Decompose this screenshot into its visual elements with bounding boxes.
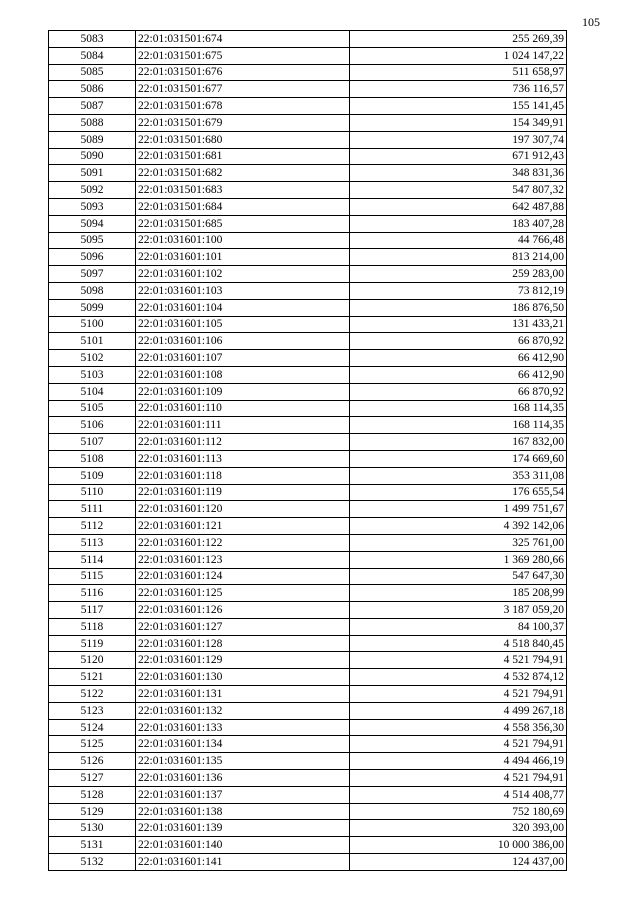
row-number-cell: 5105 [49,400,136,417]
row-number-cell: 5127 [49,770,136,787]
table-row [49,770,567,787]
cadastral-value-cell: 752 180,69 [350,803,567,820]
cadastral-value-cell: 66 412,90 [350,350,567,367]
row-number-cell: 5119 [49,635,136,652]
cadastral-number-cell: 22:01:031601:106 [136,333,350,350]
cadastral-value-cell: 3 187 059,20 [350,602,567,619]
row-number-cell: 5085 [49,64,136,81]
row-number-cell: 5100 [49,316,136,333]
cadastral-number-cell: 22:01:031601:100 [136,232,350,249]
cadastral-number-cell: 22:01:031601:135 [136,753,350,770]
row-number-cell: 5097 [49,266,136,283]
cadastral-value-cell: 66 412,90 [350,366,567,383]
cadastral-value-cell: 174 669,60 [350,450,567,467]
row-number-cell: 5094 [49,215,136,232]
table-row [49,198,567,215]
cadastral-value-cell: 736 116,57 [350,81,567,98]
cadastral-number-cell: 22:01:031601:141 [136,854,350,871]
cadastral-number-cell: 22:01:031601:139 [136,820,350,837]
cadastral-number-cell: 22:01:031601:105 [136,316,350,333]
cadastral-value-cell: 44 766,48 [350,232,567,249]
cadastral-value-cell: 197 307,74 [350,131,567,148]
cadastral-number-cell: 22:01:031601:125 [136,585,350,602]
row-number-cell: 5121 [49,669,136,686]
cadastral-number-cell: 22:01:031601:119 [136,484,350,501]
cadastral-number-cell: 22:01:031601:118 [136,467,350,484]
cadastral-number-cell: 22:01:031601:122 [136,534,350,551]
table-row [49,635,567,652]
row-number-cell: 5128 [49,786,136,803]
cadastral-number-cell: 22:01:031601:112 [136,434,350,451]
row-number-cell: 5088 [49,114,136,131]
table-row [49,518,567,535]
cadastral-value-cell: 4 521 794,91 [350,736,567,753]
row-number-cell: 5104 [49,383,136,400]
cadastral-number-cell: 22:01:031501:685 [136,215,350,232]
cadastral-value-cell: 4 392 142,06 [350,518,567,535]
cadastral-number-cell: 22:01:031601:131 [136,686,350,703]
table-row [49,652,567,669]
cadastral-value-cell: 73 812,19 [350,282,567,299]
cadastral-number-cell: 22:01:031601:128 [136,635,350,652]
cadastral-number-cell: 22:01:031501:683 [136,182,350,199]
cadastral-number-cell: 22:01:031601:108 [136,366,350,383]
cadastral-value-cell: 547 807,32 [350,182,567,199]
table-row [49,266,567,283]
cadastral-number-cell: 22:01:031601:113 [136,450,350,467]
cadastral-value-cell: 10 000 386,00 [350,837,567,854]
cadastral-value-cell: 353 311,08 [350,467,567,484]
cadastral-number-cell: 22:01:031601:103 [136,282,350,299]
table-row [49,854,567,871]
row-number-cell: 5116 [49,585,136,602]
cadastral-value-cell: 348 831,36 [350,165,567,182]
cadastral-value-cell: 325 761,00 [350,534,567,551]
cadastral-number-cell: 22:01:031601:101 [136,249,350,266]
row-number-cell: 5101 [49,333,136,350]
cadastral-number-cell: 22:01:031601:138 [136,803,350,820]
row-number-cell: 5108 [49,450,136,467]
row-number-cell: 5115 [49,568,136,585]
cadastral-value-cell: 154 349,91 [350,114,567,131]
row-number-cell: 5098 [49,282,136,299]
cadastral-value-cell: 185 208,99 [350,585,567,602]
table-row [49,131,567,148]
table-row [49,31,567,48]
row-number-cell: 5091 [49,165,136,182]
row-number-cell: 5099 [49,299,136,316]
cadastral-value-cell: 186 876,50 [350,299,567,316]
table-row [49,719,567,736]
cadastral-value-cell: 4 499 267,18 [350,702,567,719]
cadastral-value-cell: 1 369 280,66 [350,551,567,568]
row-number-cell: 5120 [49,652,136,669]
cadastral-number-cell: 22:01:031501:682 [136,165,350,182]
cadastral-value-cell: 4 494 466,19 [350,753,567,770]
cadastral-number-cell: 22:01:031601:127 [136,618,350,635]
cadastral-value-table [48,30,567,871]
table-row [49,417,567,434]
cadastral-value-cell: 168 114,35 [350,400,567,417]
table-row [49,568,567,585]
table-row [49,98,567,115]
table-row [49,350,567,367]
table-row [49,434,567,451]
cadastral-number-cell: 22:01:031501:676 [136,64,350,81]
cadastral-number-cell: 22:01:031501:674 [136,31,350,48]
cadastral-value-cell: 511 658,97 [350,64,567,81]
table-row [49,736,567,753]
cadastral-number-cell: 22:01:031601:120 [136,501,350,518]
row-number-cell: 5113 [49,534,136,551]
cadastral-value-cell: 255 269,39 [350,31,567,48]
row-number-cell: 5118 [49,618,136,635]
cadastral-value-cell: 671 912,43 [350,148,567,165]
cadastral-number-cell: 22:01:031601:111 [136,417,350,434]
cadastral-value-cell: 4 518 840,45 [350,635,567,652]
cadastral-value-cell: 4 558 356,30 [350,719,567,736]
cadastral-number-cell: 22:01:031601:102 [136,266,350,283]
cadastral-number-cell: 22:01:031501:678 [136,98,350,115]
row-number-cell: 5125 [49,736,136,753]
cadastral-value-cell: 66 870,92 [350,383,567,400]
cadastral-number-cell: 22:01:031601:124 [136,568,350,585]
table-row [49,534,567,551]
table-row [49,618,567,635]
table-row [49,467,567,484]
row-number-cell: 5123 [49,702,136,719]
table-row [49,383,567,400]
cadastral-number-cell: 22:01:031601:132 [136,702,350,719]
row-number-cell: 5117 [49,602,136,619]
row-number-cell: 5102 [49,350,136,367]
cadastral-value-cell: 642 487,88 [350,198,567,215]
row-number-cell: 5086 [49,81,136,98]
table-row [49,702,567,719]
table-row [49,333,567,350]
row-number-cell: 5095 [49,232,136,249]
cadastral-number-cell: 22:01:031601:130 [136,669,350,686]
cadastral-value-cell: 155 141,45 [350,98,567,115]
cadastral-number-cell: 22:01:031501:684 [136,198,350,215]
table-row [49,450,567,467]
row-number-cell: 5129 [49,803,136,820]
row-number-cell: 5093 [49,198,136,215]
row-number-cell: 5122 [49,686,136,703]
table-row [49,81,567,98]
row-number-cell: 5107 [49,434,136,451]
cadastral-number-cell: 22:01:031601:134 [136,736,350,753]
row-number-cell: 5103 [49,366,136,383]
cadastral-number-cell: 22:01:031601:110 [136,400,350,417]
table-row [49,316,567,333]
row-number-cell: 5130 [49,820,136,837]
page-number: 105 [582,15,600,29]
table-body [49,31,567,871]
row-number-cell: 5090 [49,148,136,165]
cadastral-number-cell: 22:01:031601:107 [136,350,350,367]
cadastral-value-cell: 4 521 794,91 [350,652,567,669]
cadastral-value-cell: 183 407,28 [350,215,567,232]
row-number-cell: 5092 [49,182,136,199]
table-row [49,669,567,686]
cadastral-number-cell: 22:01:031601:104 [136,299,350,316]
cadastral-value-cell: 84 100,37 [350,618,567,635]
cadastral-number-cell: 22:01:031601:140 [136,837,350,854]
table-row [49,114,567,131]
cadastral-number-cell: 22:01:031601:123 [136,551,350,568]
cadastral-value-cell: 4 514 408,77 [350,786,567,803]
table-row [49,551,567,568]
cadastral-number-cell: 22:01:031501:675 [136,47,350,64]
cadastral-value-cell: 4 532 874,12 [350,669,567,686]
row-number-cell: 5096 [49,249,136,266]
table-row [49,182,567,199]
table-row [49,753,567,770]
table-row [49,215,567,232]
cadastral-value-cell: 4 521 794,91 [350,770,567,787]
cadastral-value-cell: 168 114,35 [350,417,567,434]
table-row [49,299,567,316]
row-number-cell: 5084 [49,47,136,64]
table-row [49,820,567,837]
cadastral-value-cell: 167 832,00 [350,434,567,451]
row-number-cell: 5110 [49,484,136,501]
cadastral-value-cell: 131 433,21 [350,316,567,333]
table-row [49,148,567,165]
cadastral-value-cell: 320 393,00 [350,820,567,837]
cadastral-number-cell: 22:01:031601:136 [136,770,350,787]
cadastral-number-cell: 22:01:031501:679 [136,114,350,131]
table-row [49,803,567,820]
row-number-cell: 5124 [49,719,136,736]
table-row [49,249,567,266]
table-row [49,837,567,854]
row-number-cell: 5132 [49,854,136,871]
row-number-cell: 5089 [49,131,136,148]
row-number-cell: 5106 [49,417,136,434]
row-number-cell: 5111 [49,501,136,518]
cadastral-value-cell: 547 647,30 [350,568,567,585]
cadastral-value-cell: 813 214,00 [350,249,567,266]
row-number-cell: 5083 [49,31,136,48]
table-row [49,484,567,501]
cadastral-number-cell: 22:01:031601:137 [136,786,350,803]
table-row [49,585,567,602]
table-row [49,786,567,803]
table-row [49,602,567,619]
table-row [49,686,567,703]
row-number-cell: 5126 [49,753,136,770]
table-row [49,165,567,182]
cadastral-number-cell: 22:01:031601:126 [136,602,350,619]
cadastral-value-cell: 66 870,92 [350,333,567,350]
table-row [49,47,567,64]
row-number-cell: 5109 [49,467,136,484]
cadastral-number-cell: 22:01:031601:109 [136,383,350,400]
cadastral-value-cell: 176 655,54 [350,484,567,501]
cadastral-number-cell: 22:01:031501:681 [136,148,350,165]
table-row [49,366,567,383]
table-row [49,232,567,249]
cadastral-number-cell: 22:01:031501:677 [136,81,350,98]
table-row [49,400,567,417]
cadastral-number-cell: 22:01:031501:680 [136,131,350,148]
table-row [49,282,567,299]
row-number-cell: 5112 [49,518,136,535]
cadastral-value-cell: 1 499 751,67 [350,501,567,518]
cadastral-value-cell: 4 521 794,91 [350,686,567,703]
row-number-cell: 5087 [49,98,136,115]
cadastral-number-cell: 22:01:031601:133 [136,719,350,736]
cadastral-value-cell: 124 437,00 [350,854,567,871]
cadastral-value-cell: 1 024 147,22 [350,47,567,64]
cadastral-value-cell: 259 283,00 [350,266,567,283]
cadastral-number-cell: 22:01:031601:121 [136,518,350,535]
table-row [49,64,567,81]
row-number-cell: 5114 [49,551,136,568]
cadastral-number-cell: 22:01:031601:129 [136,652,350,669]
row-number-cell: 5131 [49,837,136,854]
table-row [49,501,567,518]
